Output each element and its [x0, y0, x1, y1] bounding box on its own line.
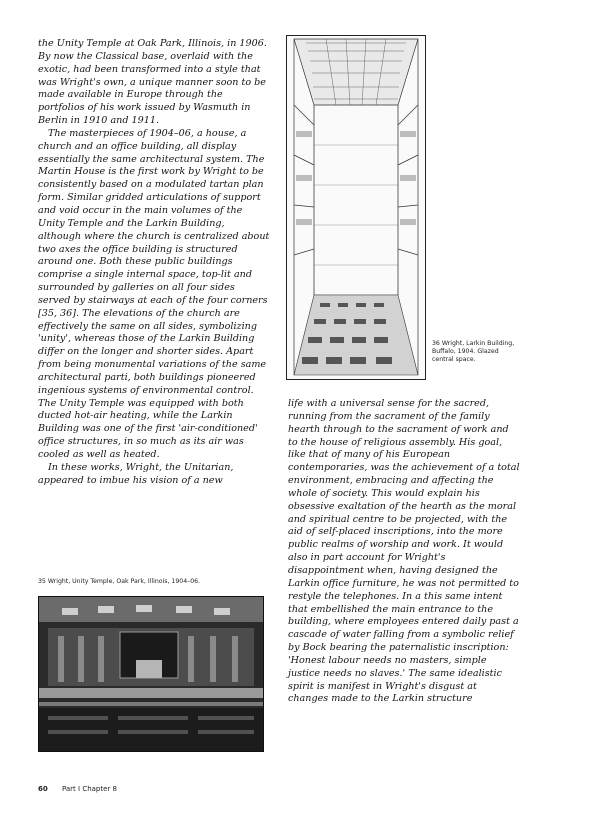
- figure-caption-bottom: 35 Wright, Unity Temple, Oak Park, Illinois, 1904–06.: [38, 578, 201, 585]
- unity-temple-photo: [38, 596, 264, 752]
- page-footer: [38, 785, 117, 793]
- right-paragraph: life with a universal sense for the sacred, running from the sacrament of the family hearth through to the sacrament of work and to the house of religious assembly. His goal, like that of many of his European contemporaries, was the achievement of a total environment, embracing and affecting the whole of society. This would explain his obsessive exaltation of the hearth as the moral and spiritual centre to be projected, with the aid of self-placed inscriptions, into the more public realms of worship and work. It would also in part account for Wright's disappointment when, having designed the Larkin office furniture, he was not permitted to restyle the telephones. In a this same intent that embellished the main entrance to the building, where employees entered daily past a cascade of water falling from a symbolic relief by Bock bearing the paternalistic inscription: 'Honest labour needs no masters, simple justice needs no slaves.' The same idealistic spirit is manifest in Wright's disgust at changes made to the Larkin structure: [288, 398, 520, 705]
- larkin-building-drawing: [286, 35, 426, 380]
- left-paragraph: the Unity Temple at Oak Park, Illinois, in 1906. By now the Classical base, overlaid with the exotic, had been transformed into a style that was Wright's own, a unique manner soon to be made available in Europe through the portfolios of his work issued by Wasmuth in Berlin in 1910 and 1911.: [38, 38, 267, 127]
- left-paragraph: The masterpieces of 1904–06, a house, a church and an office building, all display essentially the same architectural system. The Martin House is the first work by Wright to be consistently based on a modulated tartan plan form. Similar gridded articulations of support and void occur in the main volumes of the Unity Temple and the Larkin Building, although where the church is centralized about two axes the office building is structured around one. Both these public buildings comprise a single internal space, top-lit and surrounded by galleries on all four sides served by stairways at each of the four corners [35, 36]. The elevations of the church are effectively the same on all sides, symbolizing 'unity', whereas those of the Larkin Building differ on the longer and shorter sides. Apart from being monumental variations of the same architectural parti, both buildings pioneered ingenious systems of environmental control. The Unity Temple was equipped with both ducted hot-air heating, while the Larkin Building was one of the first 'air-conditioned' office structures, in so much as its air was cooled as well as heated.: [38, 127, 270, 460]
- figure-caption-top: 36 Wright, Larkin Building, Buffalo, 1904. Glazed central space.: [432, 340, 515, 363]
- chapter-label: Part I Chapter 8: [61, 785, 117, 793]
- page-number: 60: [38, 785, 48, 793]
- right-text-column: [288, 398, 520, 706]
- left-paragraph: In these works, Wright, the Unitarian, appeared to imbue his vision of a new: [38, 461, 234, 486]
- left-text-column: [38, 38, 270, 488]
